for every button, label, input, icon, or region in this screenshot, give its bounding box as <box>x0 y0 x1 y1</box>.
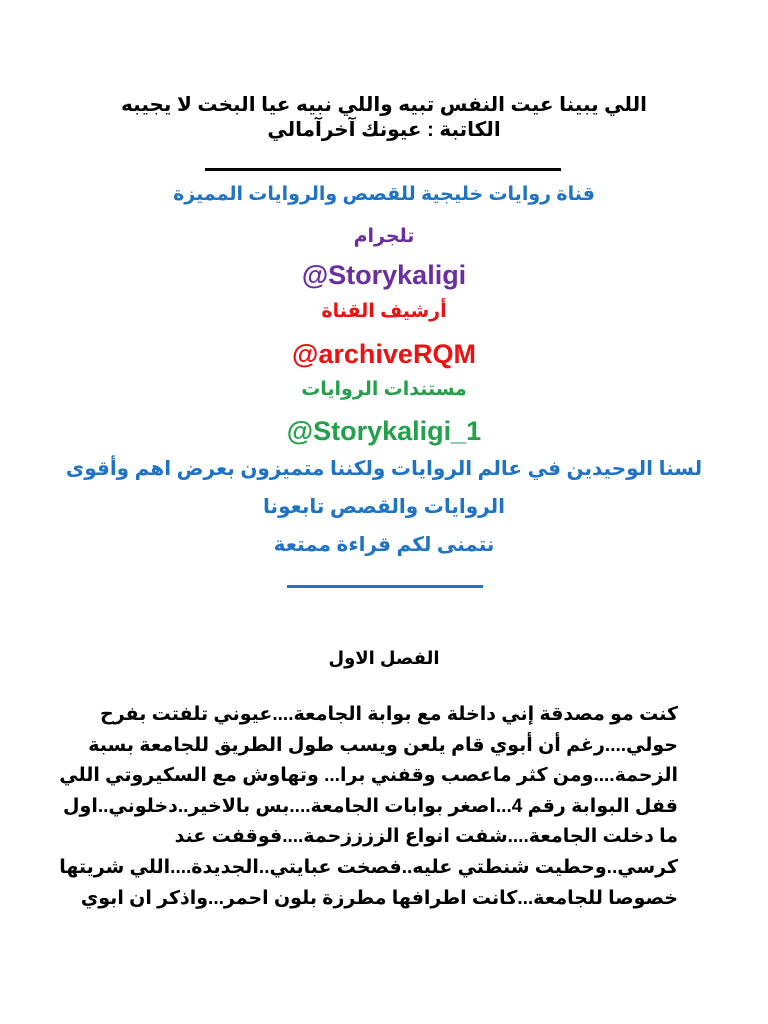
tagline-line-2: الروايات والقصص تابعونا <box>263 496 505 518</box>
body-line: ما دخلت الجامعة....شفت انواع الززززحمة....فوقفت عند <box>174 826 678 848</box>
docs-label: مستندات الروايات <box>301 379 467 400</box>
body-line: قفل البوابة رقم 4...اصغر بوابات الجامعة....بس بالاخير..دخلوني..اول <box>63 795 678 817</box>
body-line: كنت مو مصدقة إني داخلة مع بوابة الجامعة....عيوني تلفتت بفرح <box>100 704 678 725</box>
chapter-title: الفصل الاول <box>328 648 440 668</box>
document-title-line-1: اللي يبينا عيت النفس تبيه واللي نبيه عيا البخت لا يجيبه <box>121 94 647 116</box>
docs-handle-link[interactable]: @Storykaligi_1 <box>286 416 482 446</box>
body-line: كرسي..وحطيت شنطتي عليه..فصخت عبايتي..الجديدة....اللي شريتها <box>59 856 678 878</box>
body-line: خصوصا للجامعة...كانت اطرافها مطرزة بلون احمر...واذكر ان ابوي <box>80 887 678 909</box>
archive-handle-link[interactable]: @archiveRQM <box>292 339 476 369</box>
telegram-label: تلجرام <box>353 226 415 247</box>
archive-label: أرشيف القناة <box>321 301 447 322</box>
tagline-line-1: لسنا الوحيدين في عالم الروايات ولكننا متميزون بعرض اهم وأقوى <box>65 458 703 480</box>
tagline-line-3: نتمنى لكم قراءة ممتعة <box>273 534 495 556</box>
author-line: الكاتبة : عيونك آخرآمالي <box>267 119 501 141</box>
channel-description: قناة روايات خليجية للقصص والروايات المميزة <box>173 184 595 205</box>
telegram-handle-link[interactable]: @Storykaligi <box>301 260 467 290</box>
body-line: حولي....رغم أن أبوي قام يلعن ويسب طول الطريق للجامعة بسبة <box>88 734 678 756</box>
blue-divider <box>287 585 483 588</box>
chapter-body <box>59 700 678 914</box>
body-line: الزحمة....ومن كثر ماعصب وقفني برا... وتهاوش مع السكيروتي اللي <box>59 765 678 787</box>
black-divider <box>205 168 561 171</box>
